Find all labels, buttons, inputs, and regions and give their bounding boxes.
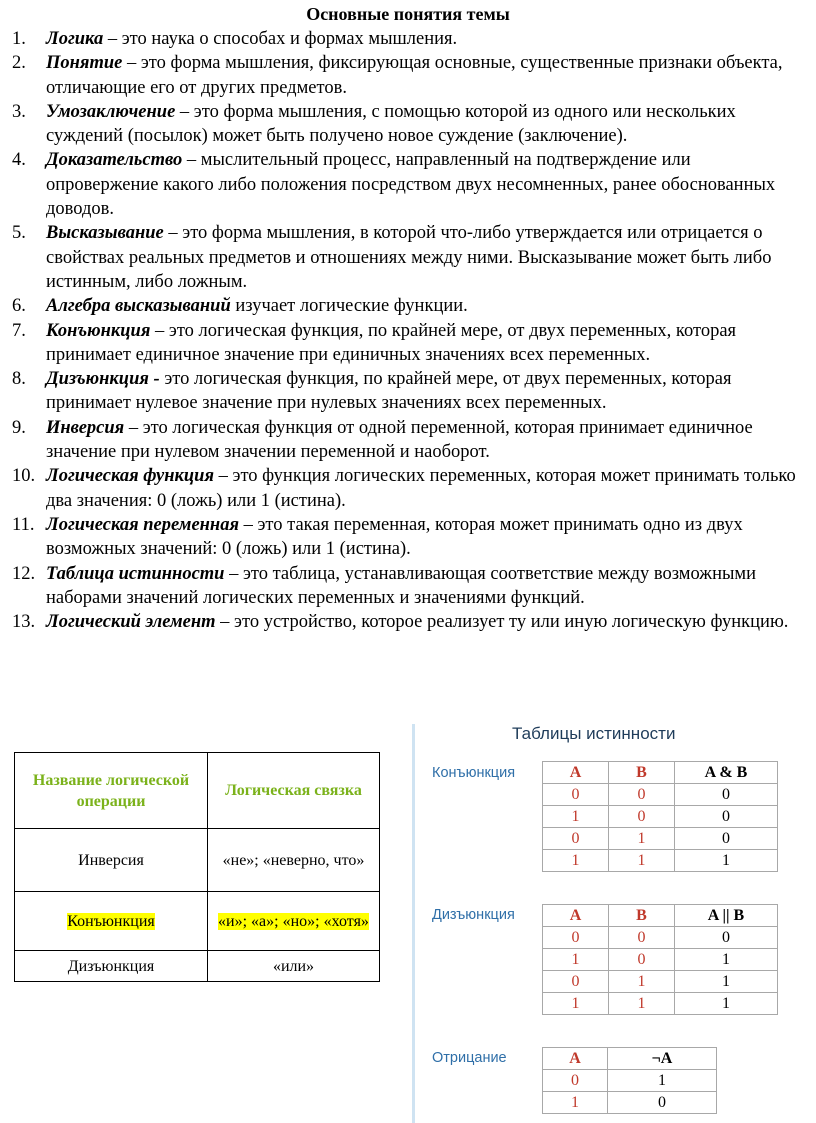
item-number: 8. <box>12 369 26 390</box>
definition-text: – это таблица, устанавливающая соответствие между возможными наборами значений логических переменных и значениями функций. <box>46 563 757 608</box>
definition-item <box>12 610 802 634</box>
item-number: 9. <box>12 417 26 438</box>
definition-text: изучает логические функции. <box>230 296 468 317</box>
definition-term: Понятие <box>46 53 123 74</box>
cell: 1 <box>609 971 675 993</box>
definition-term: Высказывание <box>46 223 164 244</box>
conjunction-label: Конъюнкция <box>432 765 516 781</box>
item-number: 2. <box>12 53 26 74</box>
cell: 1 <box>675 971 778 993</box>
truth-tables-panel <box>412 724 816 1123</box>
operation-connective <box>208 892 380 951</box>
cell: 0 <box>675 828 778 850</box>
negation-truth-table <box>542 1047 717 1114</box>
definition-text: – это такая переменная, которая может принимать одно из двух возможных значений: 0 (ложь) или 1 (истина). <box>46 514 743 560</box>
item-number: 10. <box>12 466 36 487</box>
definition-text: – это форма мышления, с помощью которой из одного или нескольких суждений (посылок) может быть получено новое суждение (заключение). <box>46 101 736 147</box>
definition-term: Конъюнкция <box>46 320 151 341</box>
cell: 1 <box>609 828 675 850</box>
definition-text: – это логическая функция, по крайней мере, от двух переменных, которая принимает единичное значение при единичных значениях всех переменных. <box>46 320 737 365</box>
item-number: 6. <box>12 296 26 317</box>
item-number: 4. <box>12 150 26 171</box>
operation-name <box>15 892 208 951</box>
table-header-row <box>15 753 380 829</box>
cell: 0 <box>609 927 675 949</box>
definition-term: Логическая переменная <box>46 514 239 535</box>
cell: 0 <box>543 927 609 949</box>
definition-term: Алгебра высказываний <box>46 296 231 317</box>
cell: 0 <box>609 949 675 971</box>
definition-term: Инверсия <box>46 417 125 438</box>
definition-item <box>12 416 802 465</box>
item-number: 12. <box>12 563 36 584</box>
definition-item <box>12 319 802 368</box>
definition-term: Дизъюнкция - <box>46 369 160 390</box>
definition-text: – это форма мышления, фиксирующая основные, существенные признаки объекта, отличающие его от других предметов. <box>46 53 783 98</box>
operation-connective: «или» <box>208 951 380 982</box>
page-title: Основные понятия темы <box>306 4 510 24</box>
negation-label: Отрицание <box>432 1050 507 1066</box>
header-cell: A <box>543 905 609 927</box>
cell: 0 <box>543 1070 608 1092</box>
definition-item <box>12 562 802 611</box>
cell: 1 <box>609 993 675 1015</box>
definition-text: – это форма мышления, в которой что-либо утверждается или отрицается о свойствах реальных предметов и отношениях между ними. Высказывание может быть либо истинным, либо ложным. <box>46 223 772 292</box>
definition-term: Логическая функция <box>46 466 214 487</box>
disjunction-label: Дизъюнкция <box>432 907 515 923</box>
table-row <box>543 927 778 949</box>
item-number: 3. <box>12 101 26 122</box>
cell: 0 <box>675 806 778 828</box>
definition-item <box>12 367 802 416</box>
cell: 0 <box>543 828 609 850</box>
disjunction-truth-table <box>542 904 778 1015</box>
cell: 1 <box>675 949 778 971</box>
table-header-row <box>543 905 778 927</box>
definition-text: – это устройство, которое реализует ту или иную логическую функцию. <box>215 612 789 633</box>
definition-item <box>12 100 802 149</box>
definition-text: это логическая функция, по крайней мере, от двух переменных, которая принимает нулевое значение при нулевых значениях всех переменных. <box>46 369 732 414</box>
cell: 1 <box>543 993 609 1015</box>
cell: 1 <box>675 993 778 1015</box>
cell: 0 <box>543 971 609 993</box>
header-cell: A <box>543 762 609 784</box>
header-cell: A <box>543 1048 608 1070</box>
table-row <box>543 971 778 993</box>
definition-text: – это функция логических переменных, которая может принимать только два значения: 0 (ложь) или 1 (истина). <box>46 466 796 511</box>
item-number: 5. <box>12 223 26 244</box>
header-cell: B <box>609 762 675 784</box>
table-header-row <box>543 1048 717 1070</box>
cell: 1 <box>543 1092 608 1114</box>
cell: 1 <box>608 1070 717 1092</box>
item-number: 7. <box>12 320 26 341</box>
table-header-row <box>543 762 778 784</box>
header-cell: ¬A <box>608 1048 717 1070</box>
cell: 0 <box>609 806 675 828</box>
cell: 1 <box>609 850 675 872</box>
item-number: 13. <box>12 612 36 633</box>
definition-term: Таблица истинности <box>46 563 225 584</box>
definition-item <box>12 221 802 294</box>
cell: 0 <box>609 784 675 806</box>
cell: 0 <box>543 784 609 806</box>
definition-term: Логика <box>46 29 104 49</box>
definition-item <box>12 148 802 221</box>
header-cell: B <box>609 905 675 927</box>
operation-name: Дизъюнкция <box>15 951 208 982</box>
table-row <box>543 993 778 1015</box>
cell: 0 <box>675 927 778 949</box>
table-row <box>15 892 380 951</box>
cell: 0 <box>608 1092 717 1114</box>
cell: 0 <box>675 784 778 806</box>
item-number: 1. <box>12 29 26 49</box>
header-operation-name: Название логической операции <box>15 753 208 829</box>
operation-name: Инверсия <box>15 829 208 892</box>
table-row <box>543 1070 717 1092</box>
highlighted-text: Конъюнкция <box>67 912 155 930</box>
header-cell: A || B <box>675 905 778 927</box>
table-row <box>543 1092 717 1114</box>
panel-title: Таблицы истинности <box>512 724 676 743</box>
definition-text: – это логическая функция от одной переменной, которая принимает единичное значение при нулевом значении переменной и наоборот. <box>46 417 753 463</box>
operation-connective: «не»; «неверно, что» <box>208 829 380 892</box>
conjunction-truth-table <box>542 761 778 872</box>
definition-text: – это наука о способах и формах мышления. <box>103 29 458 49</box>
definition-term: Доказательство <box>46 150 183 171</box>
cell: 1 <box>543 949 609 971</box>
definition-text: – мыслительный процесс, направленный на подтверждение или опровержение какого либо положения посредством двух несомненных, ранее обоснованных доводов. <box>46 150 776 220</box>
panel-divider <box>412 724 415 1123</box>
header-connective: Логическая связка <box>208 753 380 829</box>
cell: 1 <box>543 850 609 872</box>
cell: 1 <box>675 850 778 872</box>
cell: 1 <box>543 806 609 828</box>
table-row <box>543 784 778 806</box>
definition-item <box>12 513 802 562</box>
table-row <box>15 829 380 892</box>
item-number: 11. <box>12 514 35 535</box>
definition-item <box>12 294 802 318</box>
definition-item <box>12 27 802 51</box>
highlighted-text: «и»; «а»; «но»; «хотя» <box>218 912 369 930</box>
table-row <box>543 806 778 828</box>
definition-item <box>12 51 802 100</box>
table-row <box>543 850 778 872</box>
table-row <box>15 951 380 982</box>
definition-term: Логический элемент <box>46 612 216 633</box>
table-row <box>543 949 778 971</box>
table-row <box>543 828 778 850</box>
operations-table <box>14 752 380 982</box>
definitions-list <box>12 27 802 634</box>
header-cell: A & B <box>675 762 778 784</box>
definition-item <box>12 464 802 513</box>
definition-term: Умозаключение <box>46 101 176 122</box>
